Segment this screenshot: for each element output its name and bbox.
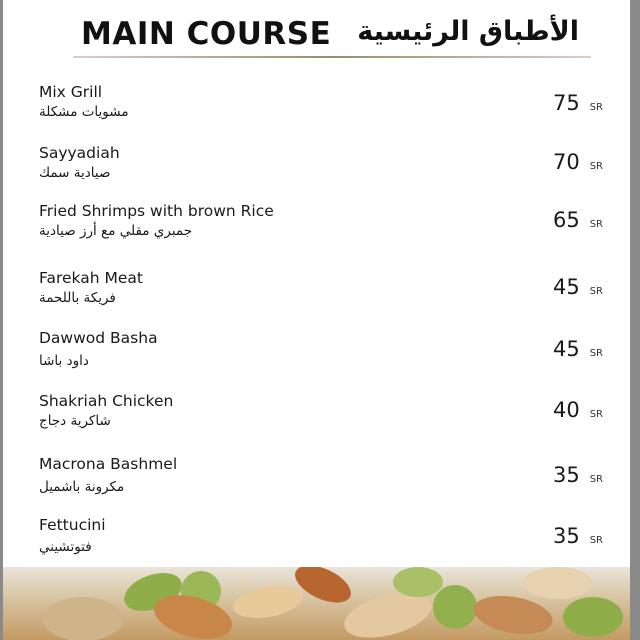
menu-item-sayyadiah: [39, 144, 609, 194]
menu-item-farekah-meat: [39, 269, 609, 319]
item-name-arabic: مشويات مشكلة: [39, 104, 129, 120]
item-name-arabic: فتوتشيني: [39, 539, 92, 555]
menu-page: [3, 0, 630, 640]
item-name-english: Fettucini: [39, 516, 106, 534]
item-name-english: Fried Shrimps with brown Rice: [39, 202, 274, 220]
item-name-english: Dawwod Basha: [39, 329, 158, 347]
item-name-english: Sayyadiah: [39, 144, 120, 162]
section-title-english: MAIN COURSE: [81, 16, 332, 52]
menu-item-shakriah-chicken: [39, 392, 609, 442]
food-photo-almond: [523, 567, 593, 599]
item-price: [553, 524, 603, 548]
item-price: [553, 337, 603, 361]
item-name-arabic: داود باشا: [39, 353, 89, 369]
price-currency: SR: [589, 219, 603, 230]
section-title-arabic: الأطباق الرئيسية: [357, 16, 579, 47]
item-price: [553, 91, 603, 115]
price-currency: SR: [589, 102, 603, 113]
item-price: [553, 398, 603, 422]
menu-item-dawwod-basha: [39, 329, 609, 379]
price-value: 45: [552, 275, 580, 299]
menu-item-fried-shrimps: [39, 202, 609, 252]
menu-item-macrona-bashmel: [39, 455, 609, 505]
food-photo-almond: [43, 597, 123, 640]
price-value: 45: [552, 337, 580, 361]
item-price: [553, 463, 603, 487]
food-photo-almond: [231, 581, 305, 623]
price-currency: SR: [589, 535, 603, 546]
item-name-arabic: مكرونة باشميل: [39, 479, 125, 495]
food-photo-pea: [563, 597, 623, 637]
food-photo-pea: [393, 567, 443, 597]
item-name-arabic: جمبري مقلي مع أرز صيادية: [39, 223, 193, 239]
item-name-arabic: صيادية سمك: [39, 165, 111, 181]
item-name-english: Mix Grill: [39, 83, 103, 101]
header-divider: [73, 56, 591, 58]
item-price: [553, 150, 603, 174]
page-edge-shadow: [630, 0, 640, 640]
item-name-arabic: فريكة باللحمة: [39, 290, 116, 306]
menu-item-fettucini: [39, 516, 609, 566]
item-name-english: Farekah Meat: [39, 269, 143, 287]
item-price: [553, 208, 603, 232]
price-value: 40: [552, 398, 580, 422]
item-name-english: Shakriah Chicken: [39, 392, 174, 410]
food-photo: [3, 567, 630, 640]
price-currency: SR: [589, 161, 603, 172]
food-photo-pea: [433, 585, 477, 629]
menu-item-mix-grill: [39, 83, 609, 133]
price-currency: SR: [589, 348, 603, 359]
price-value: 70: [552, 150, 580, 174]
item-price: [553, 275, 603, 299]
price-value: 65: [552, 208, 580, 232]
item-name-arabic: شاكرية دجاج: [39, 413, 111, 429]
price-value: 35: [552, 463, 580, 487]
menu-header: [81, 10, 581, 60]
food-photo-almond: [470, 590, 555, 639]
price-currency: SR: [589, 474, 603, 485]
item-name-english: Macrona Bashmel: [39, 455, 178, 473]
price-currency: SR: [589, 409, 603, 420]
price-value: 35: [552, 524, 580, 548]
price-currency: SR: [589, 286, 603, 297]
price-value: 75: [552, 91, 580, 115]
